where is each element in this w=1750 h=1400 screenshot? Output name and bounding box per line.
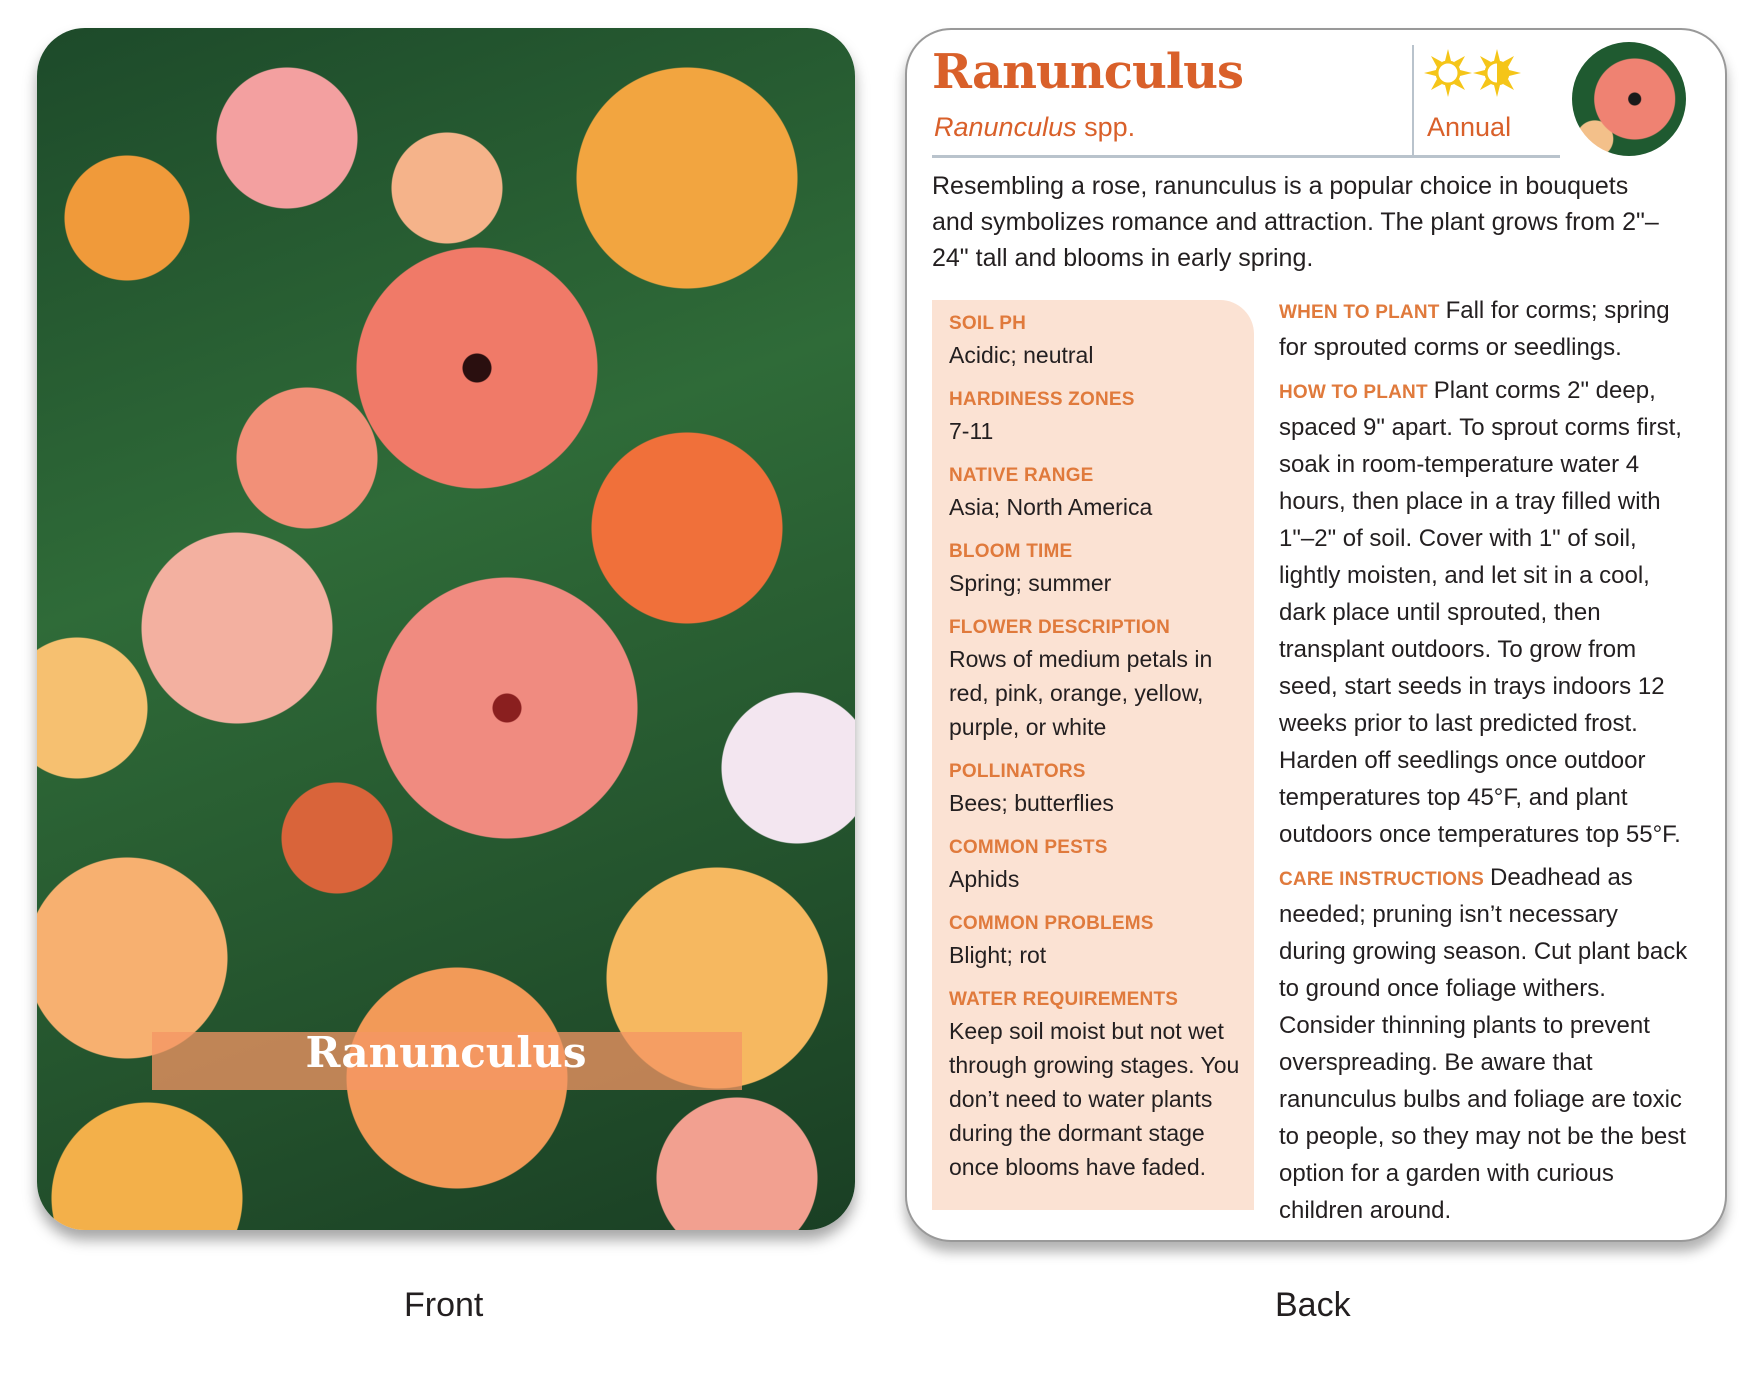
fact-value: Aphids bbox=[949, 866, 1020, 892]
flower-thumbnail bbox=[1572, 42, 1686, 156]
section-label: CARE INSTRUCTIONS bbox=[1279, 869, 1485, 890]
fact-label: FLOWER DESCRIPTION bbox=[949, 617, 1171, 638]
fact-value: 7-11 bbox=[949, 418, 994, 444]
fact-label: SOIL PH bbox=[949, 313, 1027, 334]
section-text: Plant corms 2" deep, spaced 9" apart. To sprout corms first, soak in room-temperature water 4 hours, then place in a tray filled with 1"–2" of soil. Cover with 1" of soil, lightly moisten, and let sit in a cool, dark place until sprouted, then transplant outdoors. To grow from seed, start seeds in trays indoors 12 weeks prior to last predicted frost. Harden off seedlings once outdoor temperatures top 45°F, and plant outdoors once temperatures top 55°F. bbox=[1279, 377, 1682, 848]
fact-value: Acidic; neutral bbox=[949, 342, 1094, 368]
front-title: Ranunculus bbox=[305, 1028, 587, 1077]
fact-value: Asia; North America bbox=[949, 494, 1153, 520]
fact-water-requirements bbox=[949, 986, 1244, 1184]
divider bbox=[932, 155, 1560, 158]
plant-title: Ranunculus bbox=[932, 44, 1244, 100]
fact-label: HARDINESS ZONES bbox=[949, 389, 1135, 410]
section-care-instructions bbox=[1279, 859, 1689, 1229]
fact-value: Spring; summer bbox=[949, 570, 1112, 596]
section-label: WHEN TO PLANT bbox=[1279, 302, 1440, 323]
fact-soil-ph bbox=[949, 310, 1254, 372]
fact-pollinators bbox=[949, 758, 1254, 820]
fact-value: Rows of medium petals in red, pink, orange, yellow, purple, or white bbox=[949, 646, 1213, 740]
section-label: HOW TO PLANT bbox=[1279, 382, 1428, 403]
fact-label: BLOOM TIME bbox=[949, 541, 1073, 562]
section-text: Deadhead as needed; pruning isn’t necessary during growing season. Cut plant back to ground once foliage withers. Consider thinning plants to prevent overspreading. Be aware that ranunculus bulbs and foliage are toxic to people, so they may not be the best option for a garden with curious children around. bbox=[1279, 864, 1688, 1224]
fact-bloom-time bbox=[949, 538, 1254, 600]
fact-value: Blight; rot bbox=[949, 942, 1047, 968]
instructions-column bbox=[1279, 292, 1689, 1235]
fact-label: NATIVE RANGE bbox=[949, 465, 1094, 486]
front-card bbox=[37, 28, 855, 1230]
fact-common-problems bbox=[949, 910, 1254, 972]
fact-label: POLLINATORS bbox=[949, 761, 1086, 782]
lifecycle-label: Annual bbox=[1427, 112, 1512, 142]
partial-sun-icon bbox=[1473, 49, 1521, 97]
species-suffix: spp. bbox=[1076, 112, 1136, 142]
back-caption: Back bbox=[1275, 1286, 1351, 1324]
front-caption: Front bbox=[404, 1286, 484, 1324]
section-when-to-plant bbox=[1279, 292, 1689, 366]
fact-label: COMMON PESTS bbox=[949, 837, 1108, 858]
back-card bbox=[905, 28, 1727, 1242]
sun-exposure-icons bbox=[1423, 48, 1523, 98]
section-how-to-plant bbox=[1279, 372, 1689, 853]
genus: Ranunculus bbox=[934, 112, 1077, 142]
full-sun-icon bbox=[1424, 49, 1472, 97]
fact-label: COMMON PROBLEMS bbox=[949, 913, 1154, 934]
fact-value: Bees; butterflies bbox=[949, 790, 1114, 816]
divider bbox=[1412, 45, 1414, 157]
section-text: Fall for corms; spring for sprouted corms or seedlings. bbox=[1279, 297, 1670, 361]
description: Resembling a rose, ranunculus is a popular choice in bouquets and symbolizes romance and attraction. The plant grows from 2"–24" tall and blooms in early spring. bbox=[932, 172, 1659, 272]
fact-value: Keep soil moist but not wet through growing stages. You don’t need to water plants during the dormant stage once blooms have faded. bbox=[949, 1018, 1240, 1180]
fact-native-range bbox=[949, 462, 1254, 524]
fact-common-pests bbox=[949, 834, 1254, 896]
fact-hardiness-zones bbox=[949, 386, 1254, 448]
fact-label: WATER REQUIREMENTS bbox=[949, 989, 1179, 1010]
facts-panel bbox=[932, 300, 1254, 1210]
scientific-name bbox=[934, 112, 1135, 143]
fact-flower-description bbox=[949, 614, 1219, 744]
